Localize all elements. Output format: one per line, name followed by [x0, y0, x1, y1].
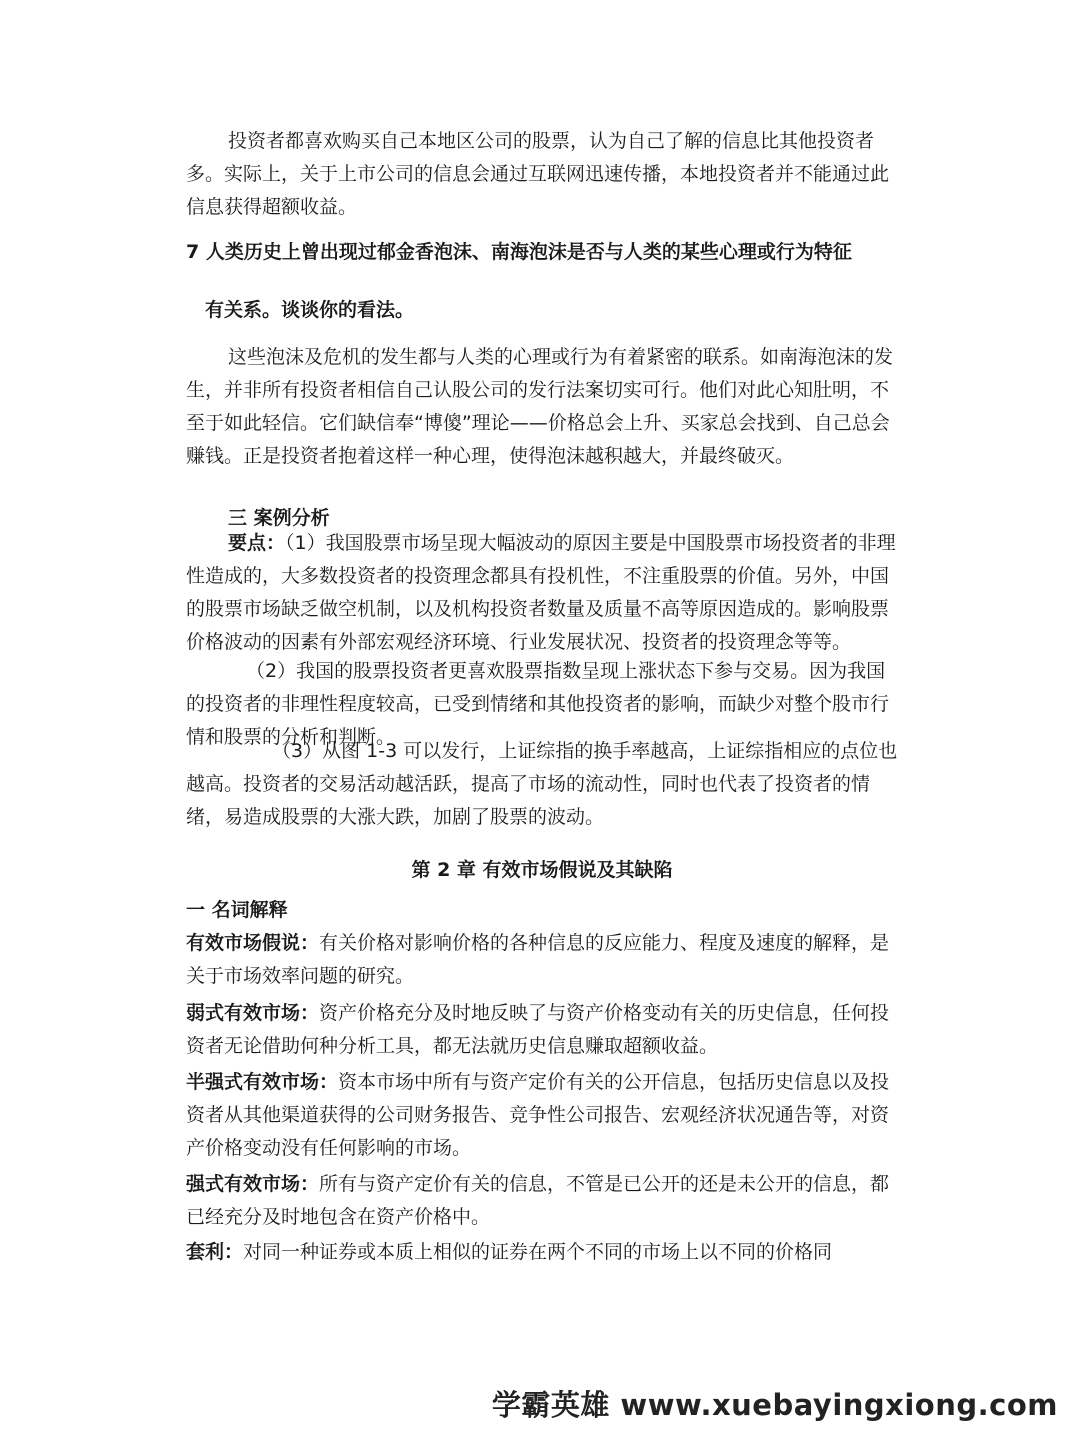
term-arbitrage: 套利：对同一种证券或本质上相似的证券在两个不同的市场上以不同的价格同: [186, 1241, 833, 1263]
watermark-text: 学霸英雄 www.xuebayingxiong.com: [491, 1388, 1058, 1422]
question-7-line1: 7 人类历史上曾出现过郁金香泡沫、南海泡沫是否与人类的某些心理或行为特征: [186, 241, 852, 263]
case-point-label: 要点：: [228, 532, 286, 554]
question-7-line2: 有关系。谈谈你的看法。: [205, 299, 415, 321]
chapter-title: 第 2 章 有效市场假说及其缺陷: [411, 859, 673, 881]
term-strong-form: 强式有效市场：所有与资产定价有关的信息，不管是已公开的还是未公开的信息，都已经充分及时地包含在资产价格中。: [186, 1173, 890, 1228]
case-analysis-heading: 三 案例分析: [228, 507, 330, 529]
case-point-2: （2）我国的股票投资者更喜欢股票指数呈现上涨状态下参与交易。因为我国的投资者的非理性程度较高，已受到情绪和其他投资者的影响，而缺少对整个股市行情和股票的分析和判断。: [186, 660, 890, 748]
case-point-3: （3）从图 1-3 可以发行，上证综指的换手率越高，上证综指相应的点位也越高。投资者的交易活动越活跃，提高了市场的流动性，同时也代表了投资者的情绪，易造成股票的大涨大跌，加剧了股票的波动。: [186, 740, 898, 828]
term-efficient-market-hypothesis: 有效市场假说：有关价格对影响价格的各种信息的反应能力、程度及速度的解释，是关于市场效率问题的研究。: [186, 932, 890, 987]
question-7-answer: 这些泡沫及危机的发生都与人类的心理或行为有着紧密的联系。如南海泡沫的发生，并非所有投资者相信自己认股公司的发行法案切实可行。他们对此心知肚明，不至于如此轻信。它们缺信奉“博傻”理论——价格总会上升、买家总会找到、自己总会赚钱。正是投资者抱着这样一种心理，使得泡沫越积越大，并最终破灭。: [186, 346, 894, 467]
intro-paragraph: 投资者都喜欢购买自己本地区公司的股票，认为自己了解的信息比其他投资者多。实际上，关于上市公司的信息会通过互联网迅速传播，本地投资者并不能通过此信息获得超额收益。: [186, 130, 890, 218]
case-point-1: 要点：（1）我国股票市场呈现大幅波动的原因主要是中国股票市场投资者的非理性造成的，大多数投资者的投资理念都具有投机性，不注重股票的价值。另外，中国的股票市场缺乏做空机制，以及机构投资者数量及质量不高等原因造成的。影响股票价格波动的因素有外部宏观经济环境、行业发展状况、投资者的投资理念等等。: [186, 532, 896, 653]
term-semi-strong-form: 半强式有效市场：资本市场中所有与资产定价有关的公开信息，包括历史信息以及投资者从其他渠道获得的公司财务报告、竞争性公司报告、宏观经济状况通告等，对资产价格变动没有任何影响的市场。: [186, 1071, 890, 1159]
term-weak-form: 弱式有效市场：资产价格充分及时地反映了与资产价格变动有关的历史信息，任何投资者无论借助何种分析工具，都无法就历史信息赚取超额收益。: [186, 1002, 890, 1057]
section-heading: 一 名词解释: [186, 899, 288, 921]
